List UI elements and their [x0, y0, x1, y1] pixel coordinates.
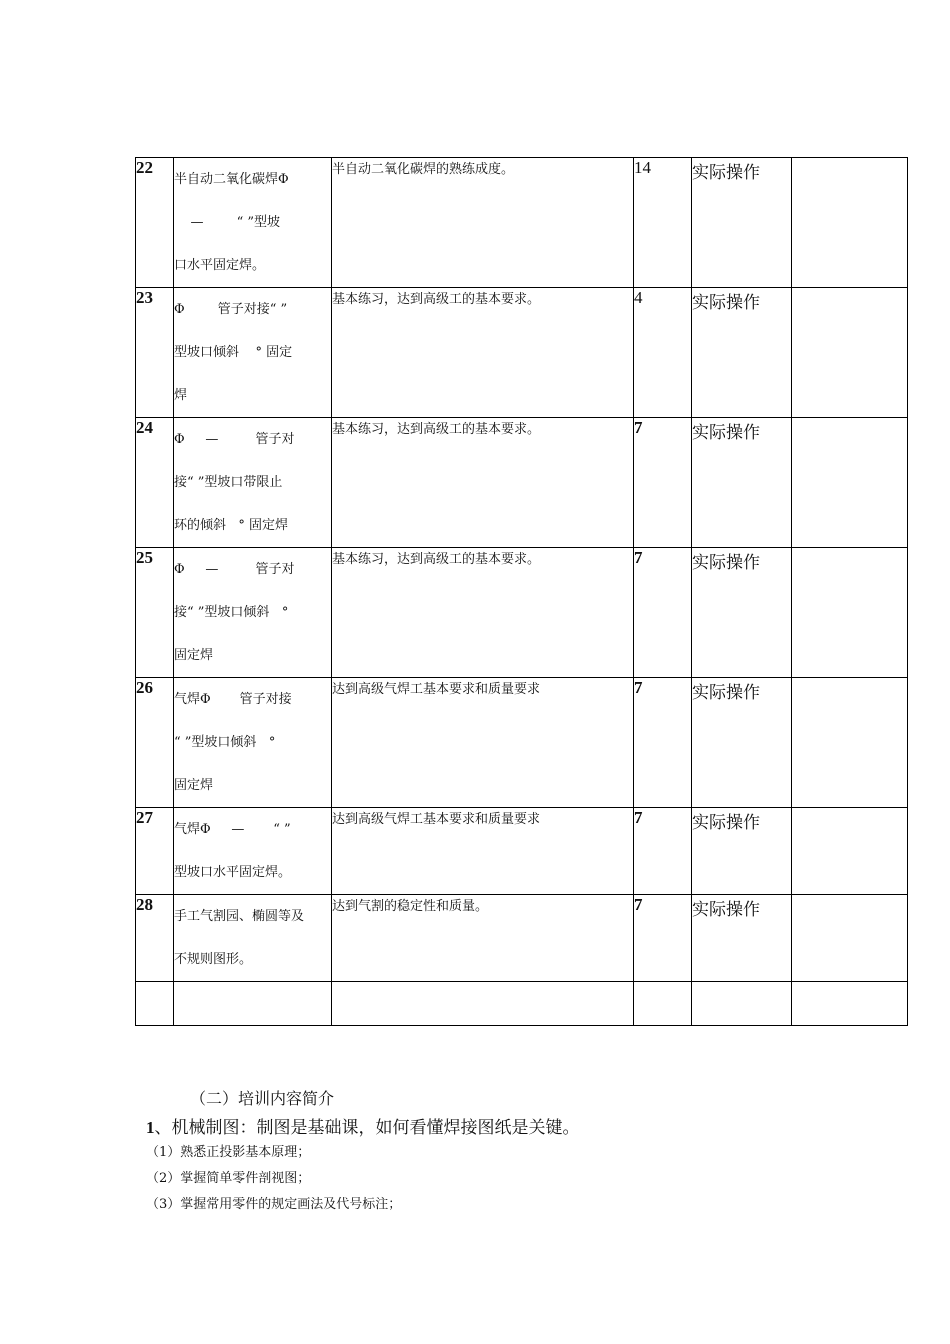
training-content: 气焊Φ — “ ” 型坡口水平固定焊。 — [174, 808, 332, 895]
empty-cell — [792, 982, 908, 1026]
row-number: 23 — [136, 288, 174, 418]
sub-item: （2）掌握简单零件剖视图； — [146, 1171, 311, 1186]
training-method: 实际操作 — [692, 895, 792, 982]
training-method: 实际操作 — [692, 548, 792, 678]
class-hours: 7 — [634, 678, 692, 808]
training-method: 实际操作 — [692, 418, 792, 548]
table-row — [136, 808, 908, 895]
training-requirement: 基本练习，达到高级工的基本要求。 — [332, 548, 634, 678]
table-row — [136, 895, 908, 982]
training-content: Φ — 管子对 接“ ”型坡口带限止 环的倾斜 ° 固定焊 — [174, 418, 332, 548]
item-heading — [146, 1113, 580, 1138]
table-row — [136, 158, 908, 288]
training-method: 实际操作 — [692, 678, 792, 808]
remarks-cell — [792, 678, 908, 808]
sub-item: （3）掌握常用零件的规定画法及代号标注； — [146, 1197, 402, 1212]
class-hours: 7 — [634, 895, 692, 982]
row-number: 26 — [136, 678, 174, 808]
row-number: 24 — [136, 418, 174, 548]
row-number: 27 — [136, 808, 174, 895]
table-row — [136, 678, 908, 808]
table-row — [136, 288, 908, 418]
training-content: 半自动二氧化碳焊Φ — “ ”型坡 口水平固定焊。 — [174, 158, 332, 288]
training-method: 实际操作 — [692, 808, 792, 895]
class-hours: 7 — [634, 548, 692, 678]
training-method: 实际操作 — [692, 288, 792, 418]
training-method: 实际操作 — [692, 158, 792, 288]
training-content: Φ — 管子对 接“ ”型坡口倾斜 ° 固定焊 — [174, 548, 332, 678]
row-number: 25 — [136, 548, 174, 678]
remarks-cell — [792, 158, 908, 288]
training-requirement: 达到气割的稳定性和质量。 — [332, 895, 634, 982]
remarks-cell — [792, 548, 908, 678]
item-number: 1 — [146, 1118, 155, 1137]
item-text: 、机械制图：制图是基础课，如何看懂焊接图纸是关键。 — [154, 1118, 580, 1138]
table-row-empty — [136, 982, 908, 1026]
training-requirement: 达到高级气焊工基本要求和质量要求 — [332, 808, 634, 895]
class-hours: 7 — [634, 418, 692, 548]
training-requirement: 基本练习，达到高级工的基本要求。 — [332, 418, 634, 548]
class-hours: 4 — [634, 288, 692, 418]
course-table-wrapper — [135, 157, 908, 1026]
empty-cell — [634, 982, 692, 1026]
row-number: 28 — [136, 895, 174, 982]
training-content: 气焊Φ 管子对接 “ ”型坡口倾斜 ° 固定焊 — [174, 678, 332, 808]
remarks-cell — [792, 418, 908, 548]
class-hours: 14 — [634, 158, 692, 288]
course-table — [135, 157, 908, 1026]
table-row — [136, 548, 908, 678]
empty-cell — [174, 982, 332, 1026]
remarks-cell — [792, 895, 908, 982]
remarks-cell — [792, 288, 908, 418]
table-row — [136, 418, 908, 548]
training-requirement: 半自动二氧化碳焊的熟练成度。 — [332, 158, 634, 288]
training-requirement: 达到高级气焊工基本要求和质量要求 — [332, 678, 634, 808]
training-content: Φ 管子对接“ ” 型坡口倾斜 ° 固定 焊 — [174, 288, 332, 418]
training-requirement: 基本练习，达到高级工的基本要求。 — [332, 288, 634, 418]
section-heading: （二）培训内容简介 — [190, 1089, 335, 1108]
empty-cell — [136, 982, 174, 1026]
class-hours: 7 — [634, 808, 692, 895]
empty-cell — [692, 982, 792, 1026]
training-content: 手工气割园、椭圆等及 不规则图形。 — [174, 895, 332, 982]
remarks-cell — [792, 808, 908, 895]
row-number: 22 — [136, 158, 174, 288]
sub-item: （1）熟悉正投影基本原理； — [146, 1145, 311, 1160]
empty-cell — [332, 982, 634, 1026]
